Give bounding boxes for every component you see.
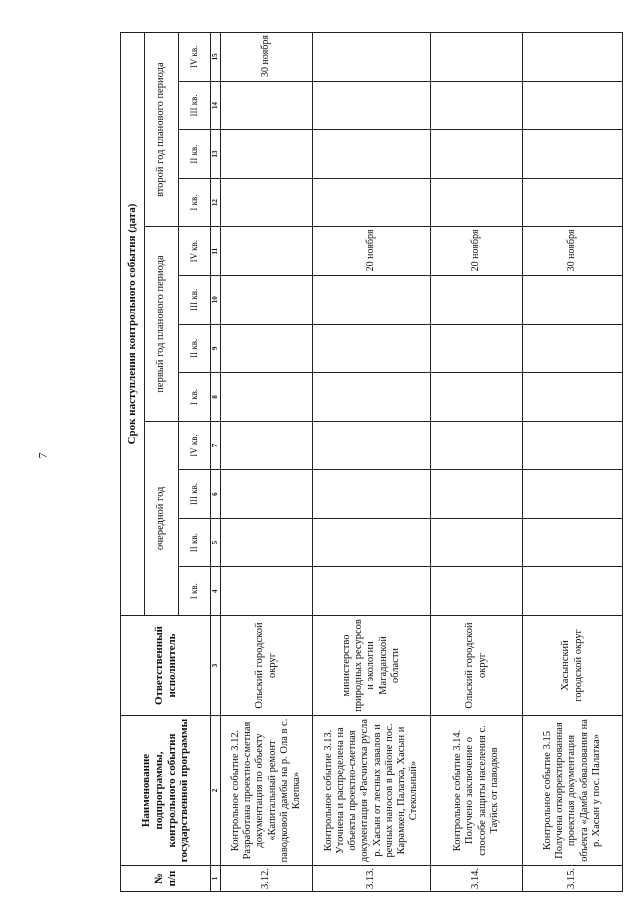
- quarter-date-cell: [431, 324, 523, 373]
- quarter-date-cell: [221, 324, 313, 373]
- quarter-date-cell: [523, 275, 623, 324]
- quarter-date-cell: [313, 178, 431, 227]
- control-date: 30 ноября: [566, 229, 578, 272]
- responsible-executor: министерство природных ресурсов и экологии Магаданской области: [313, 616, 431, 716]
- page-number: 7: [35, 452, 50, 459]
- quarter-date-cell: [221, 518, 313, 567]
- header-quarter: IV кв.: [179, 33, 211, 82]
- control-date: 20 ноября: [470, 229, 482, 272]
- responsible-executor: Ольский городской округ: [221, 616, 313, 716]
- quarter-date-cell: [431, 275, 523, 324]
- header-quarter: II кв.: [179, 324, 211, 373]
- quarter-date-cell: [313, 33, 431, 82]
- quarter-date-cell: [431, 518, 523, 567]
- quarter-date-cell: [431, 567, 523, 616]
- quarter-date-cell: [313, 421, 431, 470]
- column-index: 15: [211, 33, 221, 82]
- column-index: 1: [211, 866, 221, 892]
- header-quarter: II кв.: [179, 518, 211, 567]
- column-index: 3: [211, 616, 221, 716]
- quarter-date-cell: [221, 178, 313, 227]
- header-quarter: III кв.: [179, 81, 211, 130]
- table-row: [313, 33, 431, 892]
- quarter-date-cell: [523, 518, 623, 567]
- header-period-first: первый год планового периода: [145, 227, 179, 421]
- quarter-date-cell: [431, 227, 523, 276]
- table-row: [523, 33, 623, 892]
- header-quarter: IV кв.: [179, 421, 211, 470]
- column-index: 13: [211, 130, 221, 179]
- header-executor: Ответственный исполнитель: [121, 616, 211, 716]
- column-index: 8: [211, 373, 221, 422]
- table-row: [221, 33, 313, 892]
- quarter-date-cell: [523, 421, 623, 470]
- quarter-date-cell: [523, 33, 623, 82]
- quarter-date-cell: [431, 33, 523, 82]
- quarter-date-cell: [313, 81, 431, 130]
- column-index: 10: [211, 275, 221, 324]
- responsible-executor: Хасынский городской округ: [523, 616, 623, 716]
- event-name: Контрольное событие 3.14. Получено заключение о способе защиты населения с. Тауйск от паводков: [431, 716, 523, 866]
- quarter-date-cell: [313, 275, 431, 324]
- rotated-table-wrapper: [120, 32, 610, 892]
- event-name: Контрольное событие 3.15 Получена откорректированная проектная документация объекта «Дамба обвалования на р. Хасын у пос. Палатка»: [523, 716, 623, 866]
- quarter-date-cell: [313, 227, 431, 276]
- quarter-date-cell: [313, 130, 431, 179]
- quarter-date-cell: [431, 130, 523, 179]
- control-date: 30 ноября: [260, 35, 272, 77]
- column-index: 11: [211, 227, 221, 276]
- quarter-date-cell: [523, 470, 623, 519]
- column-index: 12: [211, 178, 221, 227]
- quarter-date-cell: [523, 227, 623, 276]
- quarter-date-cell: [431, 81, 523, 130]
- quarter-date-cell: [523, 178, 623, 227]
- header-quarter: III кв.: [179, 470, 211, 519]
- event-name: Контрольное событие 3.12. Разработана проектно-сметная документация по объекту «Капитальный ремонт паводковой дамбы на р. Ола в с. Клепка»: [221, 716, 313, 866]
- quarter-date-cell: [431, 373, 523, 422]
- header-quarter: III кв.: [179, 275, 211, 324]
- header-quarter: II кв.: [179, 130, 211, 179]
- quarter-date-cell: [523, 130, 623, 179]
- quarter-date-cell: [221, 373, 313, 422]
- row-number: 3.14.: [431, 866, 523, 892]
- control-events-table: [120, 32, 623, 892]
- header-deadline: Срок наступления контрольного события (дата): [121, 33, 145, 616]
- header-period-second: второй год планового периода: [145, 33, 179, 227]
- quarter-date-cell: [523, 567, 623, 616]
- responsible-executor: Ольский городской округ: [431, 616, 523, 716]
- row-number: 3.15.: [523, 866, 623, 892]
- column-index: 6: [211, 470, 221, 519]
- quarter-date-cell: [221, 130, 313, 179]
- table-row: [431, 33, 523, 892]
- header-name: Наименование подпрограммы, контрольного события государственной программы: [121, 716, 211, 866]
- quarter-date-cell: [313, 567, 431, 616]
- control-date: 20 ноября: [365, 229, 377, 272]
- header-quarter: I кв.: [179, 567, 211, 616]
- quarter-date-cell: [313, 518, 431, 567]
- column-index: 7: [211, 421, 221, 470]
- row-number: 3.12.: [221, 866, 313, 892]
- column-index: 9: [211, 324, 221, 373]
- quarter-date-cell: [431, 470, 523, 519]
- column-index: 2: [211, 716, 221, 866]
- quarter-date-cell: [221, 421, 313, 470]
- quarter-date-cell: [221, 275, 313, 324]
- quarter-date-cell: [431, 421, 523, 470]
- quarter-date-cell: [431, 178, 523, 227]
- quarter-date-cell: [221, 470, 313, 519]
- header-quarter: I кв.: [179, 373, 211, 422]
- quarter-date-cell: [523, 324, 623, 373]
- quarter-date-cell: [221, 81, 313, 130]
- header-quarter: IV кв.: [179, 227, 211, 276]
- quarter-date-cell: [313, 324, 431, 373]
- header-num: № п/п: [121, 866, 211, 892]
- quarter-date-cell: [523, 81, 623, 130]
- quarter-date-cell: [221, 567, 313, 616]
- quarter-date-cell: [221, 33, 313, 82]
- quarter-date-cell: [523, 373, 623, 422]
- column-index: 4: [211, 567, 221, 616]
- column-index: 5: [211, 518, 221, 567]
- header-quarter: I кв.: [179, 178, 211, 227]
- row-number: 3.13.: [313, 866, 431, 892]
- event-name: Контрольное событие 3.13. Уточнена и распределена на объекты проектно-сметная документация «Расчистка русла р. Хасын от лесных завалов и речных наносов в районе пос. Карамкен, Палатка, Хасын и Стекольный»: [313, 716, 431, 866]
- header-period-current: очередной год: [145, 421, 179, 615]
- quarter-date-cell: [313, 373, 431, 422]
- quarter-date-cell: [313, 470, 431, 519]
- column-index: 14: [211, 81, 221, 130]
- quarter-date-cell: [221, 227, 313, 276]
